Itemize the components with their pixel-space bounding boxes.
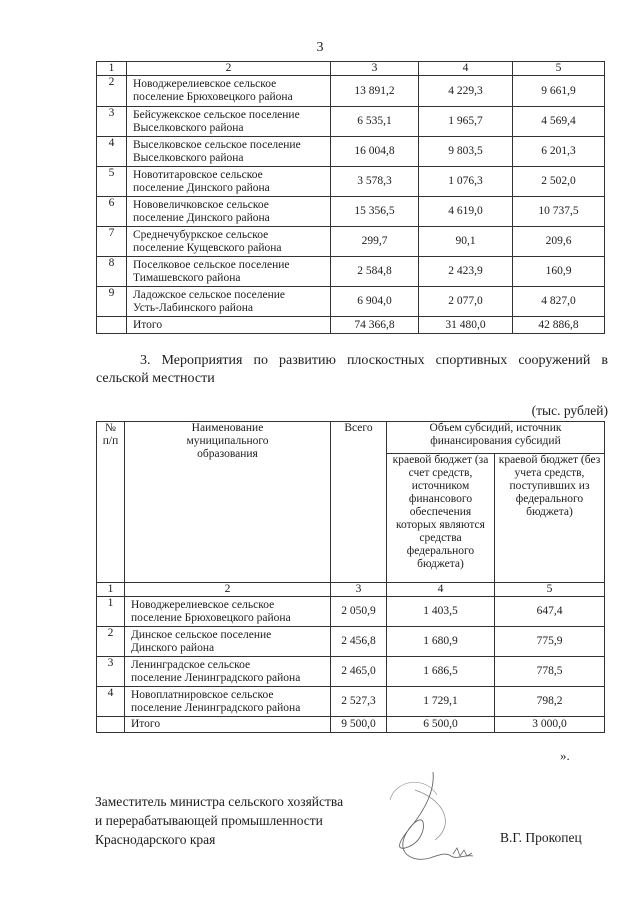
- federal-funds-value: 6 500,0: [387, 717, 495, 733]
- signatory-name: В.Г. Прокопец: [500, 830, 582, 845]
- table-row: [97, 167, 605, 197]
- closing-quote-mark: ».: [560, 748, 570, 763]
- table-row: [97, 76, 605, 107]
- section-heading: 3. Мероприятия по развитию плоскостных спортивных сооружений в сельской местности: [96, 353, 608, 386]
- total-value: 74 366,8: [331, 317, 419, 334]
- row-number: 1: [97, 597, 125, 627]
- municipality-name: Среднечубуркское сельское поселение Кущевского района: [127, 227, 331, 257]
- handwritten-signature: [375, 770, 495, 880]
- regional-funds-value: 4 569,4: [513, 107, 605, 137]
- municipality-name: Нововеличковское сельское поселение Динского района: [127, 197, 331, 227]
- municipality-name: Выселковское сельское поселение Выселковского района: [127, 137, 331, 167]
- table-row: [97, 597, 605, 627]
- column-number: 1: [97, 583, 125, 597]
- header-subsidy-group: Объем субсидий, источник финансирования субсидий: [387, 422, 605, 454]
- total-value: 15 356,5: [331, 197, 419, 227]
- federal-funds-value: 9 803,5: [419, 137, 513, 167]
- total-value: 3 578,3: [331, 167, 419, 197]
- municipality-name: Новоджерелиевское сельское поселение Брюховецкого района: [127, 76, 331, 107]
- regional-funds-value: 209,6: [513, 227, 605, 257]
- table-column-numbers-row: [97, 62, 605, 76]
- regional-funds-value: 3 000,0: [495, 717, 605, 733]
- row-number: 3: [97, 107, 127, 137]
- federal-funds-value: 90,1: [419, 227, 513, 257]
- table-row: [97, 287, 605, 317]
- row-number: 3: [97, 657, 125, 687]
- total-value: 299,7: [331, 227, 419, 257]
- federal-funds-value: 1 729,1: [387, 687, 495, 717]
- municipality-name: Ладожское сельское поселение Усть-Лабинского района: [127, 287, 331, 317]
- regional-funds-value: 42 886,8: [513, 317, 605, 334]
- total-value: 13 891,2: [331, 76, 419, 107]
- total-value: 2 527,3: [331, 687, 387, 717]
- total-label: Итого: [127, 317, 331, 334]
- column-number: 4: [419, 62, 513, 76]
- municipality-name: Новотитаровское сельское поселение Динского района: [127, 167, 331, 197]
- regional-funds-value: 10 737,5: [513, 197, 605, 227]
- header-federal-source: краевой бюджет (за счет средств, источником финансового обеспечения которых являются средства федерального бюджета): [387, 454, 495, 583]
- table-total-row: [97, 317, 605, 334]
- regional-funds-value: 647,4: [495, 597, 605, 627]
- header-municipality: Наименование муниципального образования: [125, 422, 331, 583]
- row-number: 2: [97, 627, 125, 657]
- table-row: [97, 627, 605, 657]
- federal-funds-value: 1 680,9: [387, 627, 495, 657]
- header-regional-source: краевой бюджет (без учета средств, поступивших из федерального бюджета): [495, 454, 605, 583]
- table-column-numbers-row: [97, 583, 605, 597]
- column-number: 5: [495, 583, 605, 597]
- column-number: 4: [387, 583, 495, 597]
- regional-funds-value: 798,2: [495, 687, 605, 717]
- column-number: 1: [97, 62, 127, 76]
- total-value: 2 584,8: [331, 257, 419, 287]
- total-value: 2 050,9: [331, 597, 387, 627]
- row-number: 2: [97, 76, 127, 107]
- federal-funds-value: 31 480,0: [419, 317, 513, 334]
- regional-funds-value: 775,9: [495, 627, 605, 657]
- federal-funds-value: 1 686,5: [387, 657, 495, 687]
- total-value: 2 456,8: [331, 627, 387, 657]
- row-number: 4: [97, 687, 125, 717]
- federal-funds-value: 2 423,9: [419, 257, 513, 287]
- signatory-position: Заместитель министра сельского хозяйства и перерабатывающей промышленности Краснодарского края: [95, 794, 344, 847]
- municipality-name: Новоджерелиевское сельское поселение Брюховецкого района: [125, 597, 331, 627]
- row-number: 9: [97, 287, 127, 317]
- column-number: 5: [513, 62, 605, 76]
- subsidy-table-continued: [96, 61, 605, 334]
- municipality-name: Ленинградское сельское поселение Ленинградского района: [125, 657, 331, 687]
- page-number: 3: [316, 40, 324, 55]
- municipality-name: Новоплатнировское сельское поселение Ленинградского района: [125, 687, 331, 717]
- regional-funds-value: 6 201,3: [513, 137, 605, 167]
- total-label: Итого: [125, 717, 331, 733]
- table-row: [97, 197, 605, 227]
- table-total-row: [97, 717, 605, 733]
- row-number: 4: [97, 137, 127, 167]
- regional-funds-value: 2 502,0: [513, 167, 605, 197]
- table-row: [97, 227, 605, 257]
- federal-funds-value: 4 619,0: [419, 197, 513, 227]
- municipality-name: Динское сельское поселение Динского района: [125, 627, 331, 657]
- column-number: 3: [331, 583, 387, 597]
- federal-funds-value: 1 403,5: [387, 597, 495, 627]
- table-row: [97, 257, 605, 287]
- column-number: 2: [127, 62, 331, 76]
- total-value: 2 465,0: [331, 657, 387, 687]
- header-number: № п/п: [97, 422, 125, 583]
- sports-facilities-subsidy-table: [96, 421, 605, 733]
- regional-funds-value: 4 827,0: [513, 287, 605, 317]
- table-header-row: [97, 422, 605, 454]
- total-value: 6 904,0: [331, 287, 419, 317]
- municipality-name: Бейсужекское сельское поселение Выселковского района: [127, 107, 331, 137]
- municipality-name: Поселковое сельское поселение Тимашевского района: [127, 257, 331, 287]
- row-number: 8: [97, 257, 127, 287]
- total-value: 9 500,0: [331, 717, 387, 733]
- regional-funds-value: 9 661,9: [513, 76, 605, 107]
- row-number: 6: [97, 197, 127, 227]
- regional-funds-value: 160,9: [513, 257, 605, 287]
- total-value: 16 004,8: [331, 137, 419, 167]
- total-value: 6 535,1: [331, 107, 419, 137]
- federal-funds-value: 4 229,3: [419, 76, 513, 107]
- units-label: (тыс. рублей): [531, 403, 608, 418]
- table-row: [97, 657, 605, 687]
- row-number: 7: [97, 227, 127, 257]
- table-row: [97, 687, 605, 717]
- table-row: [97, 107, 605, 137]
- column-number: 3: [331, 62, 419, 76]
- header-total: Всего: [331, 422, 387, 583]
- federal-funds-value: 1 076,3: [419, 167, 513, 197]
- table-row: [97, 137, 605, 167]
- row-number: 5: [97, 167, 127, 197]
- federal-funds-value: 1 965,7: [419, 107, 513, 137]
- column-number: 2: [125, 583, 331, 597]
- regional-funds-value: 778,5: [495, 657, 605, 687]
- federal-funds-value: 2 077,0: [419, 287, 513, 317]
